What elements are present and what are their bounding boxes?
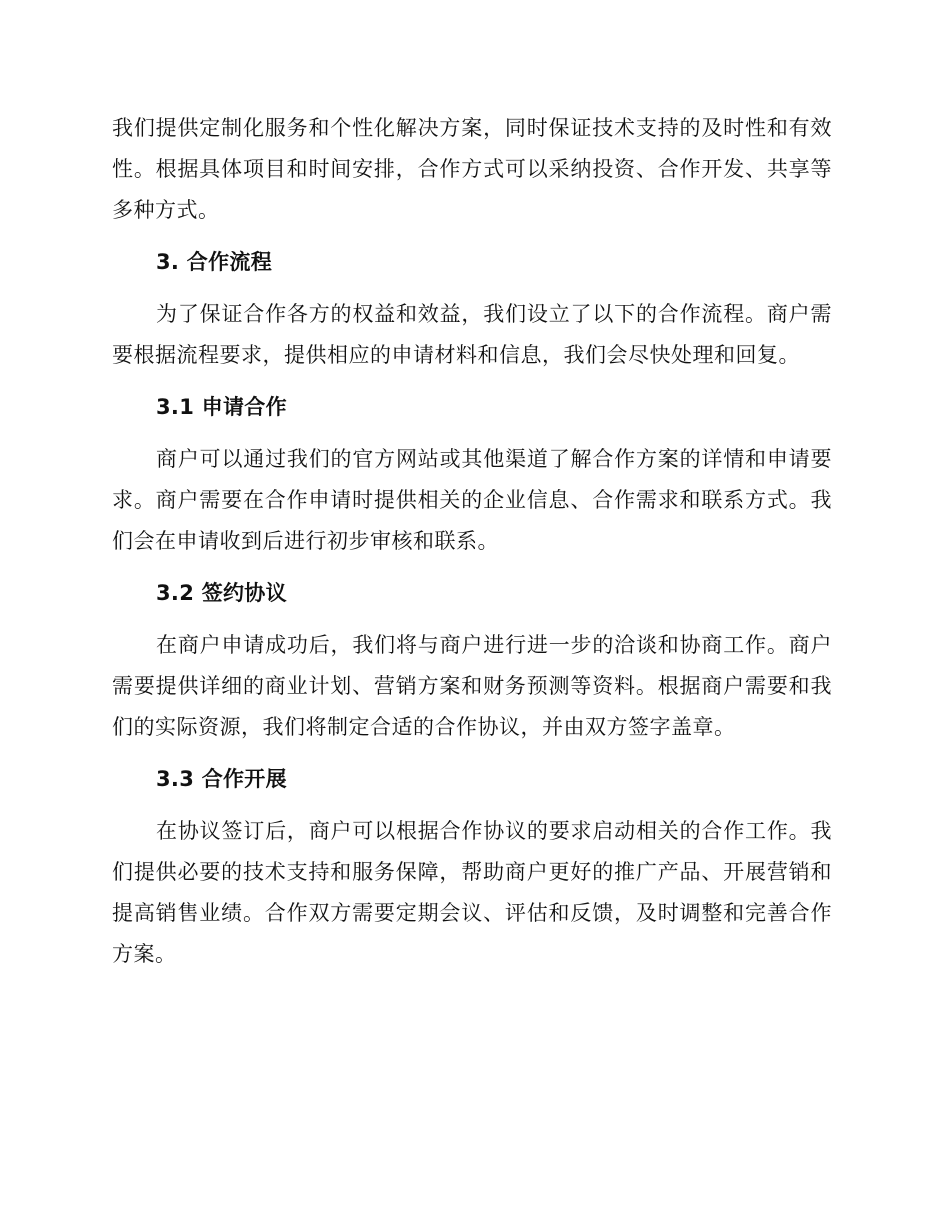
- section-3-body: 为了保证合作各方的权益和效益，我们设立了以下的合作流程。商户需要根据流程要求，提供相应的申请材料和信息，我们会尽快处理和回复。: [112, 302, 832, 367]
- section-3-2-heading: 3.2 签约协议: [156, 581, 287, 605]
- spacer: [112, 428, 832, 439]
- section-3-3-body: 在协议签订后，商户可以根据合作协议的要求启动相关的合作工作。我们提供必要的技术支持和服务保障，帮助商户更好的推广产品、开展营销和提高销售业绩。合作双方需要定期会议、评估和反馈，及时调整和完善合作方案。: [112, 819, 832, 966]
- spacer: [112, 748, 832, 759]
- spacer: [112, 614, 832, 625]
- spacer: [112, 562, 832, 573]
- section-3-3-heading: 3.3 合作开展: [156, 767, 287, 791]
- intro-paragraph: 我们提供定制化服务和个性化解决方案，同时保证技术支持的及时性和有效性。根据具体项目和时间安排，合作方式可以采纳投资、合作开发、共享等多种方式。: [112, 116, 832, 222]
- section-3-2-body: 在商户申请成功后，我们将与商户进行进一步的洽谈和协商工作。商户需要提供详细的商业计划、营销方案和财务预测等资料。根据商户需要和我们的实际资源，我们将制定合适的合作协议，并由双方签字盖章。: [112, 633, 832, 739]
- section-3-1-body: 商户可以通过我们的官方网站或其他渠道了解合作方案的详情和申请要求。商户需要在合作申请时提供相关的企业信息、合作需求和联系方式。我们会在申请收到后进行初步审核和联系。: [112, 447, 832, 553]
- section-3-1-heading: 3.1 申请合作: [156, 395, 287, 419]
- spacer: [112, 376, 832, 387]
- spacer: [112, 283, 832, 294]
- spacer: [112, 800, 832, 811]
- document-page: [112, 108, 832, 975]
- spacer: [112, 231, 832, 242]
- section-3-heading: 3. 合作流程: [156, 250, 272, 274]
